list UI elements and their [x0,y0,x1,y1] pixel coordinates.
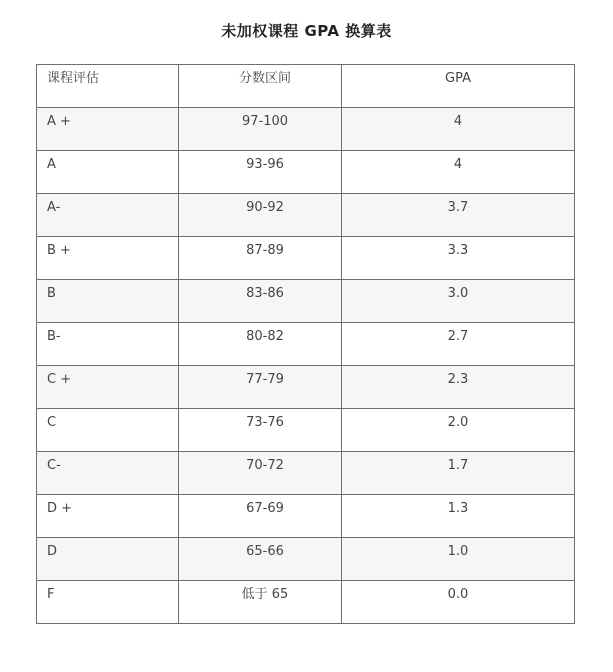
gpa-cell: 2.0 [342,409,575,452]
header-score-range: 分数区间 [179,65,342,108]
gpa-cell: 3.3 [342,237,575,280]
grade-cell: F [37,581,179,624]
grade-cell: C [37,409,179,452]
gpa-cell: 4 [342,151,575,194]
gpa-cell: 1.3 [342,495,575,538]
gpa-cell: 2.7 [342,323,575,366]
score-range-cell: 低于 65 [179,581,342,624]
score-range-cell: 67-69 [179,495,342,538]
grade-cell: B [37,280,179,323]
table-row [37,108,575,151]
score-range-cell: 97-100 [179,108,342,151]
grade-cell: A [37,151,179,194]
score-range-cell: 77-79 [179,366,342,409]
gpa-cell: 1.0 [342,538,575,581]
header-course-grade: 课程评估 [37,65,179,108]
grade-cell: A + [37,108,179,151]
score-range-cell: 87-89 [179,237,342,280]
grade-cell: D [37,538,179,581]
header-gpa: GPA [342,65,575,108]
score-range-cell: 90-92 [179,194,342,237]
table-row [37,538,575,581]
score-range-cell: 73-76 [179,409,342,452]
grade-cell: B + [37,237,179,280]
table-title: 未加权课程 GPA 换算表 [221,22,392,40]
table-row [37,495,575,538]
gpa-cell: 3.7 [342,194,575,237]
grade-cell: C + [37,366,179,409]
table-row [37,452,575,495]
grade-cell: D + [37,495,179,538]
gpa-cell: 1.7 [342,452,575,495]
table-row [37,237,575,280]
table-row [37,366,575,409]
score-range-cell: 65-66 [179,538,342,581]
gpa-conversion-table [36,64,575,624]
table-row [37,280,575,323]
score-range-cell: 70-72 [179,452,342,495]
gpa-cell: 3.0 [342,280,575,323]
gpa-cell: 4 [342,108,575,151]
score-range-cell: 80-82 [179,323,342,366]
score-range-cell: 93-96 [179,151,342,194]
grade-cell: B- [37,323,179,366]
table-row [37,581,575,624]
table-body [37,108,575,624]
gpa-cell: 0.0 [342,581,575,624]
gpa-cell: 2.3 [342,366,575,409]
table-row [37,323,575,366]
grade-cell: C- [37,452,179,495]
score-range-cell: 83-86 [179,280,342,323]
table-header [37,65,575,108]
header-row [37,65,575,108]
grade-cell: A- [37,194,179,237]
table-row [37,151,575,194]
table-row [37,194,575,237]
table-row [37,409,575,452]
